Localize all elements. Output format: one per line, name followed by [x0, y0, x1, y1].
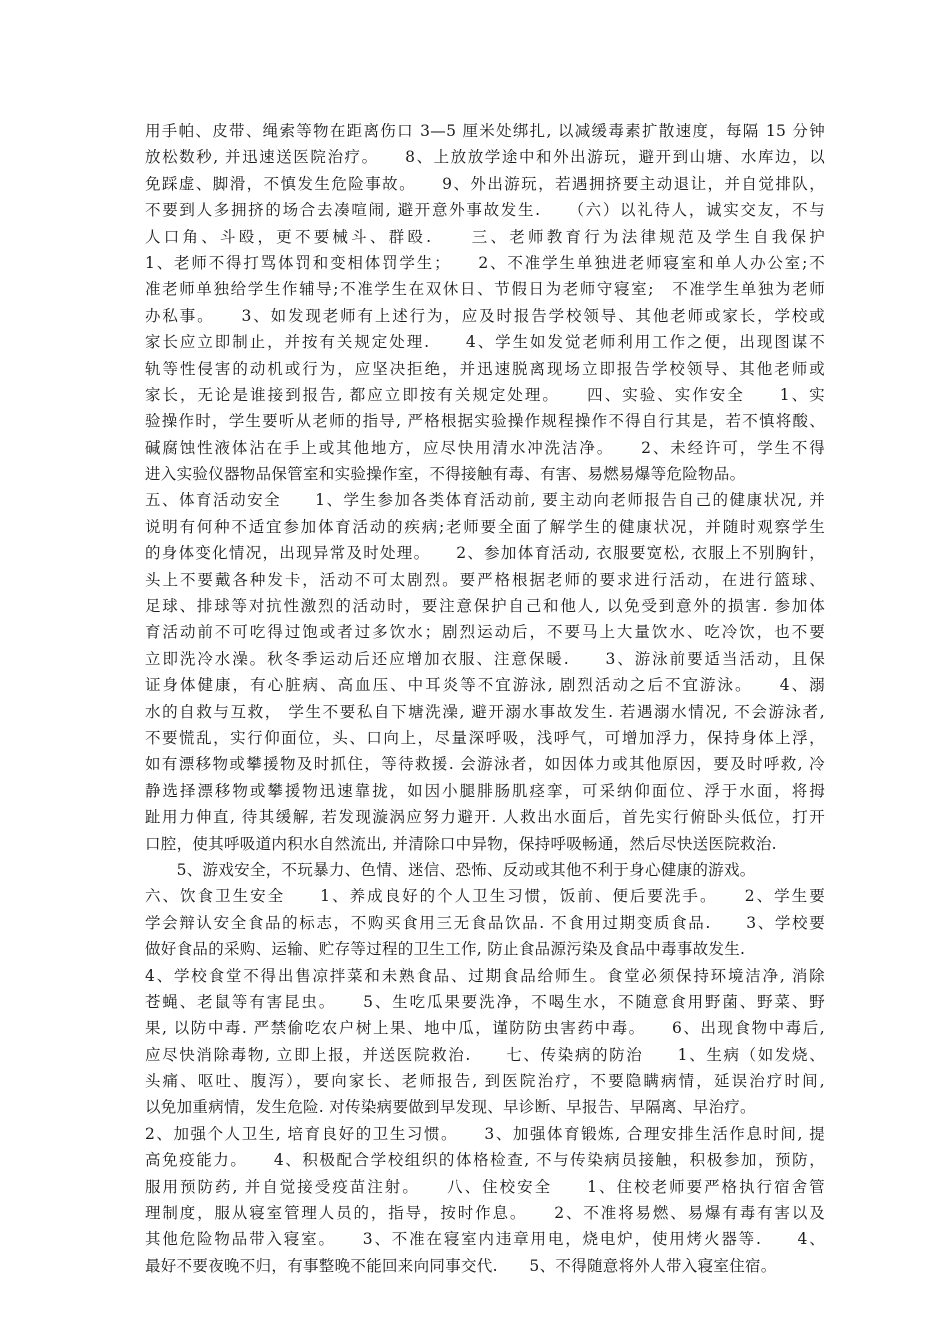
text-line: 的身体变化情况，出现异常及时处理。 2、参加体育活动, 衣服要宽松, 衣服上不别胸针， [145, 544, 825, 563]
text-line: 证身体健康，有心脏病、高血压、中耳炎等不宜游泳, 剧烈活动之后不宜游泳。 4、溺 [145, 676, 825, 695]
text-line: 免踩虚、脚滑，不慎发生危险事故。 9、外出游玩，若遇拥挤要主动退让，并自觉排队， [145, 174, 825, 193]
text-line: 学会辩认安全食品的标志，不购买食用三无食品饮品. 不食用过期变质食品. 3、学校要 [145, 913, 825, 932]
text-line: 做好食品的采购、运输、贮存等过程的卫生工作, 防止食品源污染及食品中毒事故发生. [145, 940, 746, 959]
text-line: 立即洗冷水澡。秋冬季运动后还应增加衣服、注意保暖. 3、游泳前要适当活动，且保 [145, 649, 825, 668]
text-line: 水的自救与互救， 学生不要私自下塘洗澡, 避开溺水事故发生. 若遇溺水情况, 不会游泳者, [145, 702, 825, 721]
text-line: 六、饮食卫生安全 1、养成良好的个人卫生习惯，饭前、便后要洗手。 2、学生要 [145, 887, 825, 906]
text-line: 育活动前不可吃得过饱或者过多饮水；剧烈运动后，不要马上大量饮水、吃冷饮，也不要 [145, 623, 825, 642]
text-line: 五、体育活动安全 1、学生参加各类体育活动前, 要主动向老师报告自己的健康状况, 并 [145, 491, 825, 510]
text-line: 趾用力伸直, 待其缓解, 若发现漩涡应努力避开. 人救出水面后，首先实行俯卧头低位，打开 [145, 808, 825, 827]
text-line: 1、老师不得打骂体罚和变相体罚学生； 2、不准学生单独进老师寝室和单人办公室;不 [145, 253, 825, 272]
text-line: 准老师单独给学生作辅导;不准学生在双休日、节假日为老师守寝室; 不准学生单独为老师 [145, 280, 825, 299]
text-line: 说明有何种不适宜参加体育活动的疾病;老师要全面了解学生的健康状况，并随时观察学生 [145, 517, 825, 536]
text-line: 验操作时，学生要听从老师的指导, 严格根据实验操作规程操作不得自行其是，若不慎将酸、 [145, 412, 825, 431]
text-line: 家长应立即制止，并按有关规定处理. 4、学生如发觉老师利用工作之便，出现图谋不 [145, 333, 825, 352]
text-line: 轨等性侵害的动机或行为，应坚决拒绝，并迅速脱离现场立即报告学校领导、其他老师或 [145, 359, 825, 378]
text-line: 理制度，服从寝室管理人员的，指导，按时作息。 2、不准将易燃、易爆有毒有害以及 [145, 1204, 825, 1223]
text-line: 2、加强个人卫生, 培育良好的卫生习惯。 3、加强体育锻炼, 合理安排生活作息时间, 提 [145, 1124, 825, 1143]
text-line: 高免疫能力。 4、积极配合学校组织的体格检查, 不与传染病员接触，积极参加，预防， [145, 1151, 825, 1170]
text-line: 放松数秒, 并迅速送医院治疗。 8、上放放学途中和外出游玩，避开到山塘、水库边，以 [145, 148, 825, 167]
text-line: 果, 以防中毒. 严禁偷吃农户树上果、地中瓜，谨防防虫害药中毒。 6、出现食物中毒后, [145, 1019, 825, 1038]
text-line: 足球、排球等对抗性激烈的活动时，要注意保护自己和他人, 以免受到意外的损害. 参加体 [145, 597, 825, 616]
text-line: 以免加重病情，发生危险. 对传染病要做到早发现、早诊断、早报告、早隔离、早治疗。 [145, 1098, 756, 1117]
text-line: 碱腐蚀性液体沾在手上或其他地方，应尽快用清水冲洗洁净。 2、未经许可，学生不得 [145, 438, 825, 457]
text-line: 口腔，使其呼吸道内积水自然流出, 并清除口中异物，保持呼吸畅通，然后尽快送医院救治. [145, 834, 777, 853]
text-line: 头上不要戴各种发卡，活动不可太剧烈。要严格根据老师的要求进行活动，在进行篮球、 [145, 570, 825, 589]
text-line: 应尽快消除毒物, 立即上报，并送医院救治. 七、传染病的防治 1、生病（如发烧、 [145, 1045, 825, 1064]
text-line: 4、学校食堂不得出售凉拌菜和未熟食品、过期食品给师生。食堂必须保持环境洁净, 消除 [145, 966, 825, 985]
text-line: 家长，无论是谁接到报告, 都应立即按有关规定处理。 四、实验、实作安全 1、实 [145, 385, 825, 404]
text-line: 用手帕、皮带、绳索等物在距离伤口 3—5 厘米处绑扎, 以减缓毒素扩散速度，每隔 15 分钟 [145, 122, 825, 140]
text-line: 服用预防药, 并自觉接受疫苗注射。 八、住校安全 1、住校老师要严格执行宿舍管 [145, 1177, 825, 1196]
text-line: 办私事。 3、如发现老师有上述行为，应及时报告学校领导、其他老师或家长，学校或 [145, 306, 825, 325]
text-line: 静选择漂移物或攀援物迅速靠拢，如因小腿腓肠肌痉挛，可采纳仰面位、浮于水面，将拇 [145, 781, 825, 800]
body-text [145, 118, 825, 1279]
text-line: 最好不要夜晚不归，有事整晚不能回来向同事交代. 5、不得随意将外人带入寝室住宿。 [145, 1256, 777, 1275]
text-line: 如有漂移物或攀援物及时抓住，等待救援. 会游泳者，如因体力或其他原因，要及时呼救, 冷 [145, 755, 825, 774]
text-line: 苍蝇、老鼠等有害昆虫。 5、生吃瓜果要洗净，不喝生水，不随意食用野菌、野菜、野 [145, 992, 825, 1011]
text-line: 进入实验仪器物品保管室和实验操作室，不得接触有毒、有害、易燃易爆等危险物品。 [145, 465, 746, 484]
text-line: 其他危险物品带入寝室。 3、不准在寝室内违章用电，烧电炉，使用烤火器等. 4、 [145, 1230, 825, 1249]
text-line: 不要慌乱，实行仰面位，头、口向上，尽量深呼吸，浅呼气，可增加浮力，保持身体上浮， [145, 728, 825, 747]
text-line: 头痛、呕吐、腹泻），要向家长、老师报告, 到医院治疗，不要隐瞒病情，延误治疗时间, [145, 1072, 825, 1091]
text-line: 5、游戏安全，不玩暴力、色情、迷信、恐怖、反动或其他不利于身心健康的游戏。 [145, 860, 756, 879]
text-line: 人口角、斗殴，更不要械斗、群殴. 三、老师教育行为法律规范及学生自我保护 [145, 227, 825, 246]
text-line: 不要到人多拥挤的场合去凑喧闹, 避开意外事故发生. （六）以礼待人，诚实交友，不与 [145, 201, 825, 220]
